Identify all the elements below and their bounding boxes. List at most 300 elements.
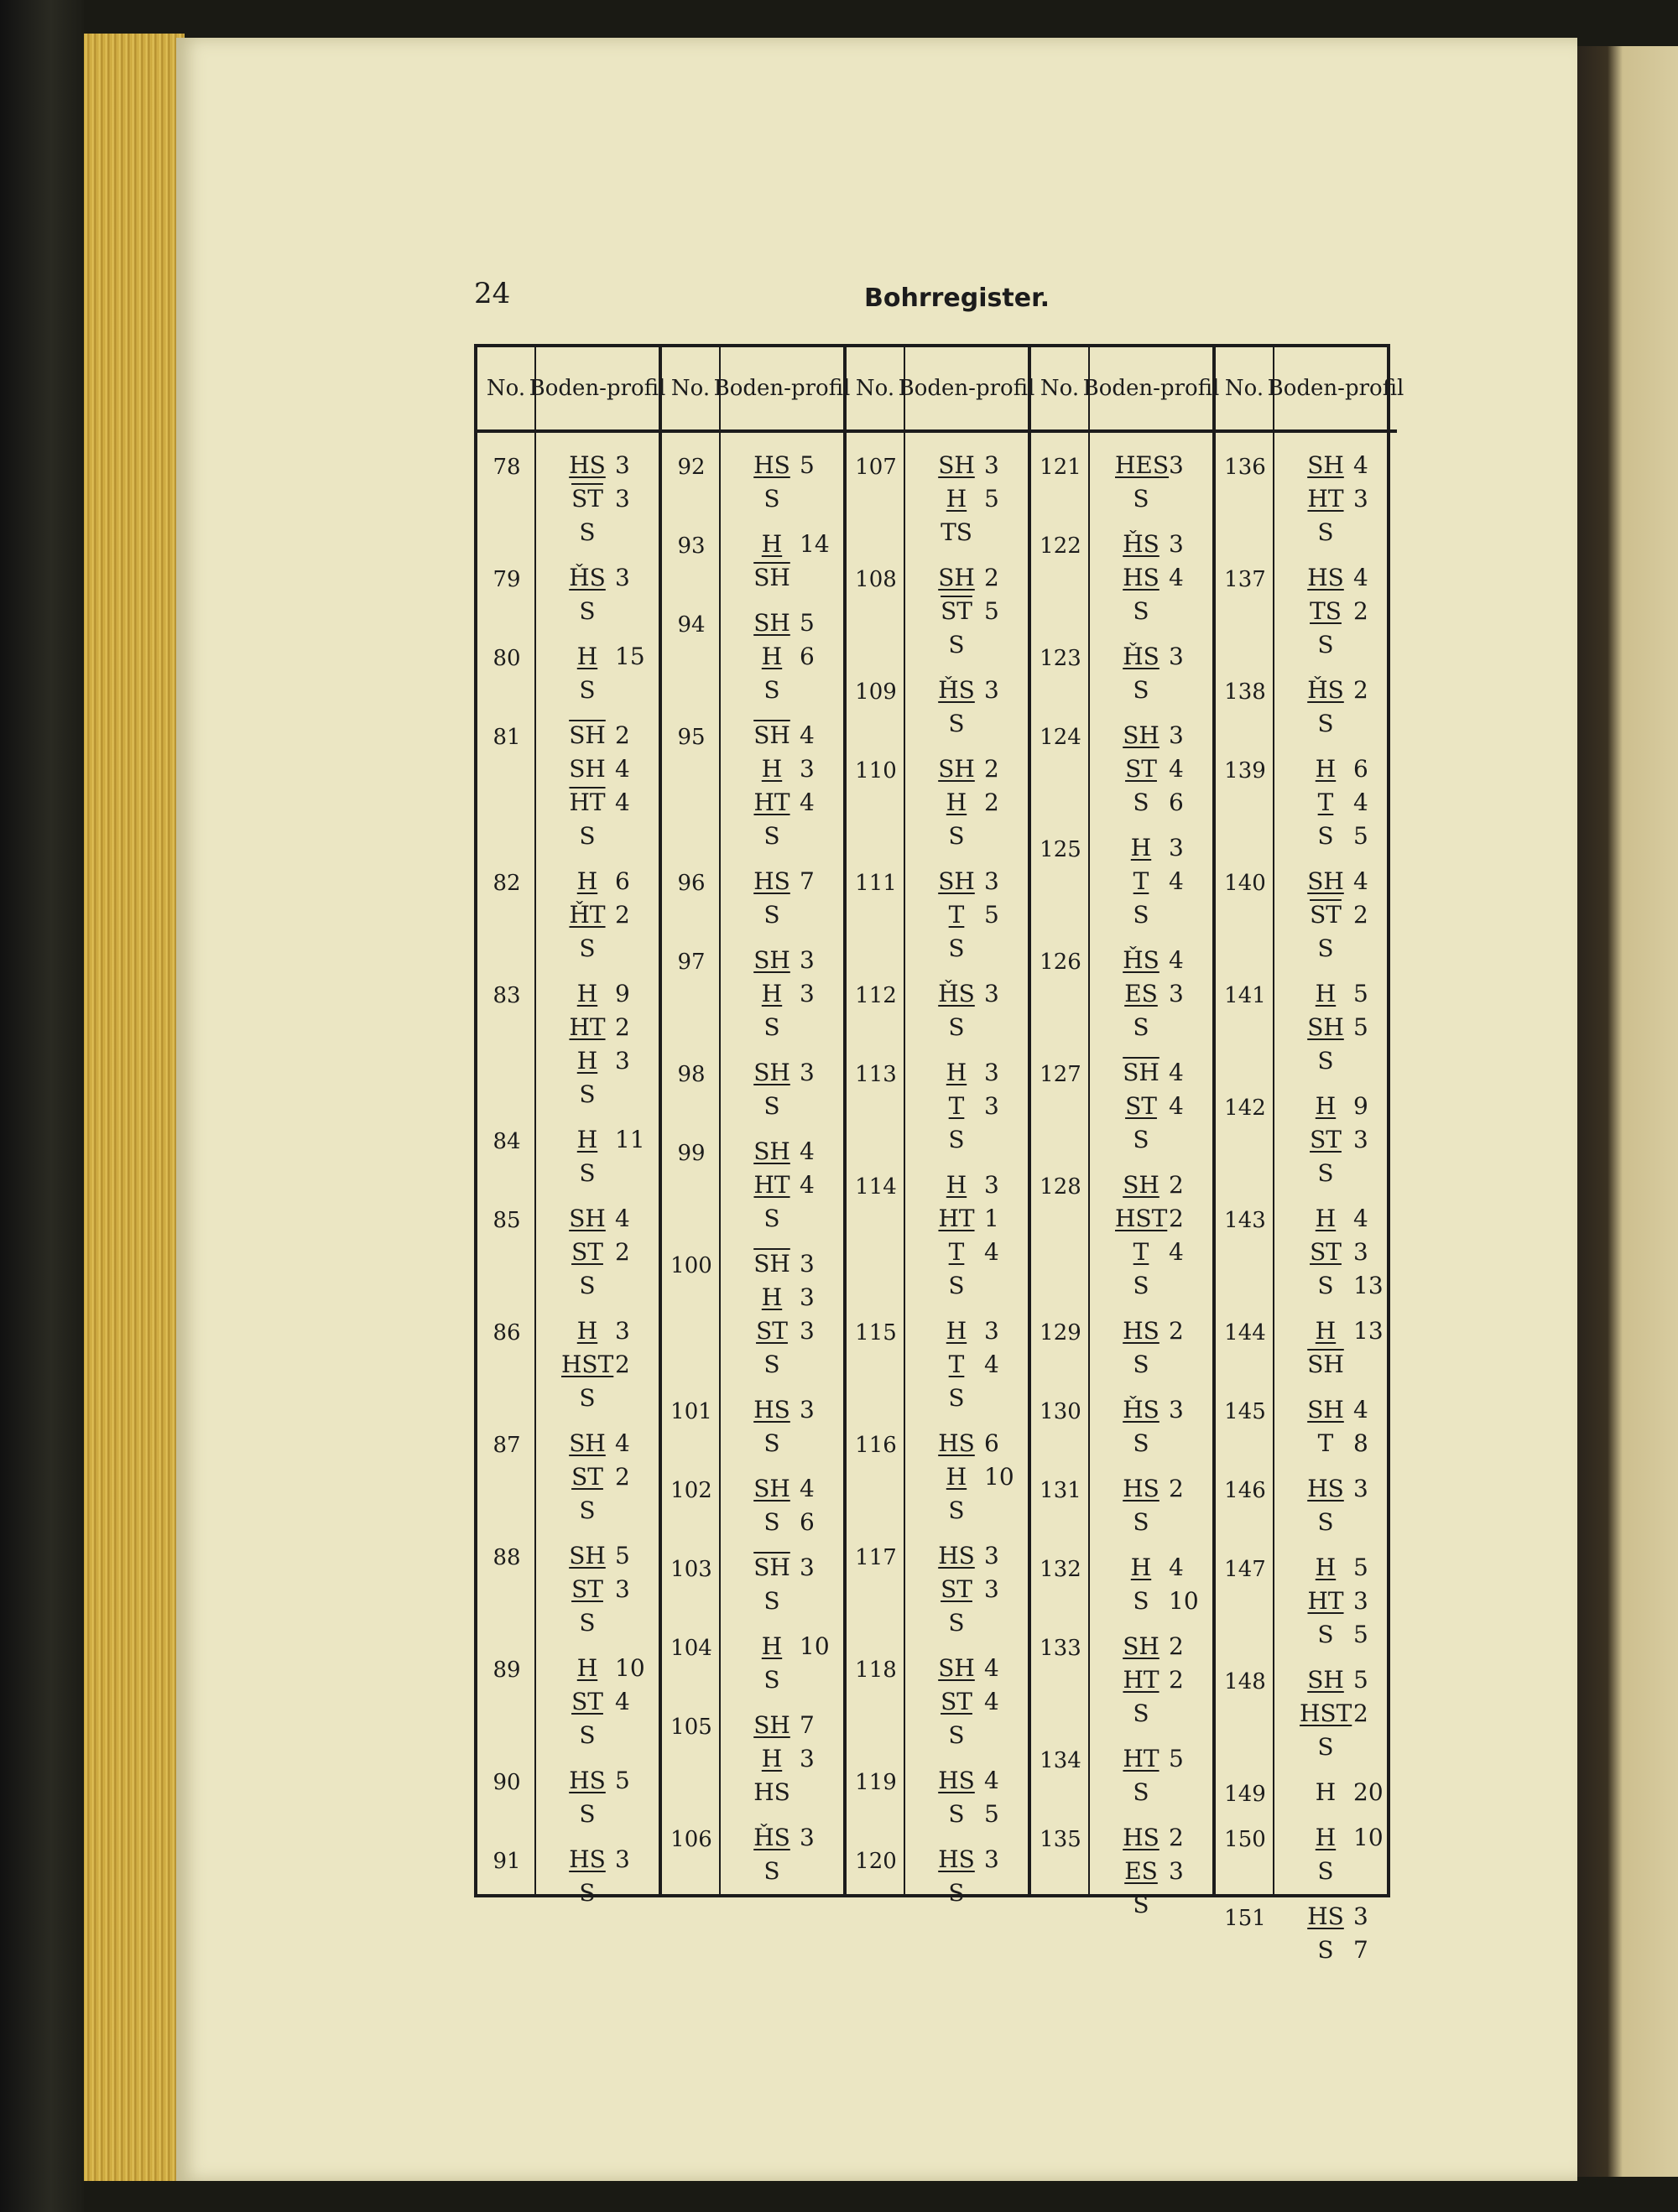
profile-line [545,901,654,934]
depth-value: 4 [1353,1205,1368,1232]
soil-code: ȞS [1123,530,1159,558]
soil-code: H [1315,1778,1337,1806]
soil-code: ES [1124,1857,1158,1885]
no-column [1216,347,1274,1931]
soil-code: HT [938,1205,975,1232]
profile-column [713,347,851,1894]
profile-line [545,643,654,676]
entry-number: 140 [1224,871,1266,896]
profile-line [545,755,654,789]
depth-value: 4 [1353,1396,1368,1423]
soil-code: $\overline{SH}$ [753,721,790,749]
entry-number: 109 [855,679,897,705]
depth-value: 3 [984,867,999,895]
depth-value: 2 [615,1351,630,1378]
soil-code: S [1133,676,1149,704]
profile-line [729,485,838,518]
profile-line [1283,1205,1392,1238]
profile-line [545,597,654,631]
profile-line [1098,1238,1207,1272]
soil-code: ȞS [938,980,975,1007]
profile-line [914,934,1023,968]
soil-code: HT [753,789,790,816]
soil-code: H [946,789,967,816]
profile-line [914,901,1023,934]
depth-value: 5 [800,609,815,637]
profile-line [729,1137,838,1171]
header-boden: Boden- [898,376,976,401]
soil-code: HS [569,451,606,479]
entry-number: 105 [670,1715,712,1740]
header-bodenprofil [1082,347,1220,433]
profile-column [898,347,1035,1907]
soil-code: T [1317,1429,1334,1457]
soil-code: HT [1123,1666,1159,1694]
entry-number: 90 [492,1770,521,1795]
depth-value: 4 [1169,1554,1184,1581]
depth-value: 6 [615,867,630,895]
soil-code: S [1133,1891,1149,1918]
profile-line [1283,1272,1392,1305]
depth-value: 20 [1353,1778,1384,1806]
entry-number: 95 [677,725,706,750]
soil-code: S [1133,789,1149,816]
soil-code: HS [753,1396,790,1423]
no-column [1031,347,1090,1894]
profile-line [914,1721,1023,1755]
header-profil: profil [606,376,666,401]
soil-code: HS [1123,1317,1159,1345]
profile-line [729,1508,838,1542]
soil-code: S [763,1351,780,1378]
depth-value: 4 [800,1475,815,1502]
profile-line [1283,755,1392,789]
soil-code: S [948,631,965,658]
depth-value: 13 [1353,1317,1384,1345]
depth-value: 2 [615,1013,630,1041]
profile-line [545,1126,654,1159]
depth-value: 5 [1353,1554,1368,1581]
depth-value: 3 [984,1575,999,1603]
profile-line [1283,789,1392,822]
soil-code: ES [1124,980,1158,1007]
profile-line [545,789,654,822]
profile-line [914,1767,1023,1800]
profile-line [729,980,838,1013]
soil-code: H [761,1283,783,1311]
soil-code: S [763,822,780,850]
profile-line [1098,834,1207,867]
profile-line [914,1496,1023,1530]
soil-code: S [579,934,596,962]
book-spine [0,0,84,2212]
depth-value: 3 [984,1059,999,1086]
profile-line [914,867,1023,901]
soil-code: S [763,1508,780,1536]
soil-code: HS [1123,1824,1159,1851]
soil-code: S [1317,934,1334,962]
header-profil: profil [1344,376,1404,401]
entry-number: 124 [1040,725,1081,750]
profile-line [1283,1554,1392,1587]
soil-code: SH [938,564,975,591]
soil-code: S [948,1496,965,1524]
profile-line [1098,789,1207,822]
soil-code: SH [753,946,790,974]
profile-line [914,1575,1023,1609]
entry-number: 151 [1224,1906,1266,1931]
entry-number: 101 [670,1399,712,1424]
soil-code: S [1317,1621,1334,1648]
profile-line [729,1396,838,1429]
profile-line [914,1688,1023,1721]
profile-line [1283,1159,1392,1193]
entry-number: 92 [677,455,706,480]
depth-value: 4 [984,1767,999,1794]
entry-number: 130 [1040,1399,1081,1424]
profile-line [545,1496,654,1530]
entry-number: 145 [1224,1399,1266,1424]
entry-number: 107 [855,455,897,480]
profile-line [545,1317,654,1351]
depth-value: 7 [800,867,815,895]
profile-line [729,1632,838,1666]
entry-number: 78 [492,455,521,480]
soil-code: S [1317,822,1334,850]
profile-line [1283,1778,1392,1812]
profile-line [914,1272,1023,1305]
profile-column [1267,347,1404,1964]
profile-line [729,1092,838,1126]
profile-line [1283,980,1392,1013]
depth-value: 4 [800,1171,815,1199]
depth-value: 5 [984,1800,999,1828]
depth-value: 3 [984,1092,999,1120]
entry-number: 122 [1040,533,1081,559]
profile-column [529,347,666,1907]
running-head: Bohrregister. [864,284,1050,313]
depth-value: 4 [1353,789,1368,816]
soil-code: ȞT [569,901,606,929]
depth-value: 5 [615,1767,630,1794]
soil-code: S [1317,1733,1334,1761]
soil-code: S [1317,518,1334,546]
profile-line [914,1171,1023,1205]
page-number: 24 [474,277,511,310]
no-column [847,347,905,1894]
soil-code: S [1133,1587,1149,1615]
depth-value: 7 [1353,1936,1368,1964]
soil-code: HS [938,1845,975,1873]
depth-value: 4 [615,1688,630,1715]
soil-code: H [1315,1205,1337,1232]
depth-value: 4 [615,1429,630,1457]
soil-code: H [761,530,783,558]
profile-line [1283,867,1392,901]
soil-code: S [1133,1351,1149,1378]
profile-line [914,1092,1023,1126]
depth-value: 4 [1169,1059,1184,1086]
no-column [662,347,721,1894]
profile-line [914,1879,1023,1913]
profile-line [545,1721,654,1755]
soil-code: H [1130,1554,1152,1581]
depth-value: 3 [800,1283,815,1311]
profile-line [729,1013,838,1047]
profile-line [1283,1238,1392,1272]
soil-code: SH [1307,1396,1344,1423]
soil-code: HS [1307,564,1344,591]
profile-line [1283,1587,1392,1621]
column-group-1 [477,347,666,1907]
profile-line [729,1666,838,1699]
soil-code: S [1133,1508,1149,1536]
soil-code: S [948,1384,965,1412]
soil-code: HT [1307,485,1344,513]
profile-line [1098,1778,1207,1812]
profile-line [1098,867,1207,901]
profile-line [545,721,654,755]
profile-line [1098,1745,1207,1778]
soil-code: H [761,1632,783,1660]
entry-number: 116 [855,1433,897,1458]
profile-line [914,1845,1023,1879]
soil-code: SH [753,1059,790,1086]
profile-line [545,1609,654,1642]
profile-line [1098,1317,1207,1351]
soil-code: SH [1307,451,1344,479]
profile-line [914,1317,1023,1351]
header-no: No. [847,347,904,433]
soil-code: H [576,1047,598,1075]
header-boden: Boden- [1267,376,1345,401]
soil-code: H [761,755,783,783]
soil-code: ST [571,1688,603,1715]
profile-line [729,1857,838,1891]
soil-code: HS [1307,1902,1344,1930]
profile-line [729,1059,838,1092]
profile-line [729,564,838,597]
soil-code: SH [753,1711,790,1739]
soil-code: S [579,597,596,625]
profile-line [545,1047,654,1080]
soil-code: HT [569,1013,606,1041]
soil-code: S [579,1272,596,1299]
depth-value: 4 [800,789,815,816]
soil-code: HT [753,1171,790,1199]
soil-code: S [579,1080,596,1108]
profile-line [1098,1351,1207,1384]
profile-line [545,564,654,597]
entry-number: 118 [855,1658,897,1683]
profile-line [545,1238,654,1272]
profile-line [914,789,1023,822]
entry-number: 120 [855,1849,897,1874]
soil-code: S [763,1092,780,1120]
profile-line [729,867,838,901]
depth-value: 2 [1353,597,1368,625]
entry-number: 136 [1224,455,1266,480]
borehole-register-table [474,344,1404,1964]
soil-code: S [1317,710,1334,737]
soil-code: S [1133,901,1149,929]
entry-number: 135 [1040,1827,1081,1852]
profile-line [1283,1475,1392,1508]
profile-line [729,901,838,934]
soil-code: H [576,1126,598,1153]
soil-code: $\overline{SH}$ [753,564,790,591]
depth-value: 3 [800,946,815,974]
depth-value: 2 [1169,1317,1184,1345]
entry-number: 104 [670,1636,712,1661]
profile-line [1283,1824,1392,1857]
soil-code: HS [569,1845,606,1873]
entry-number: 150 [1224,1827,1266,1852]
profile-line [1098,980,1207,1013]
soil-code: ȞS [1307,676,1344,704]
soil-code: S [1133,1699,1149,1727]
soil-code: H [1315,1554,1337,1581]
entry-number: 146 [1224,1478,1266,1503]
entry-number: 148 [1224,1669,1266,1694]
entry-number: 100 [670,1253,712,1278]
soil-code: S [579,822,596,850]
depth-value: 3 [1169,1396,1184,1423]
header-no: No. [662,347,719,433]
soil-code: H [1315,980,1337,1007]
soil-code: S [763,676,780,704]
depth-value: 4 [984,1351,999,1378]
soil-code: HT [1307,1587,1344,1615]
header-bodenprofil [529,347,666,433]
depth-value: 9 [1353,1092,1368,1120]
column-group-5 [1212,347,1404,1964]
soil-code: H [946,485,967,513]
depth-value: 6 [800,1508,815,1536]
profile-line [545,676,654,710]
entry-number: 143 [1224,1208,1266,1233]
depth-value: 3 [615,1317,630,1345]
profile-line [914,1654,1023,1688]
profile-line [1283,485,1392,518]
profile-line [545,934,654,968]
depth-value: 2 [984,789,999,816]
soil-code: S [579,1879,596,1907]
depth-value: 3 [984,451,999,479]
entry-number: 80 [492,646,521,671]
depth-value: 4 [1169,755,1184,783]
profile-line [1098,643,1207,676]
entry-number: 108 [855,567,897,592]
soil-code: SH [1123,1632,1159,1660]
depth-value: 10 [984,1463,1014,1491]
depth-value: 3 [984,1845,999,1873]
depth-value: 13 [1353,1272,1384,1299]
depth-value: 5 [984,485,999,513]
depth-value: 2 [615,721,630,749]
soil-code: SH [569,755,606,783]
profile-line [729,1429,838,1463]
profile-line [1098,721,1207,755]
soil-code: H [1315,1317,1337,1345]
entry-number: 94 [677,612,706,638]
soil-code: S [1317,1159,1334,1187]
soil-code: ȞS [1123,946,1159,974]
soil-code: T [1133,1238,1149,1266]
soil-code: H [576,1654,598,1682]
soil-code: $\overline{SH}$ [753,1250,790,1278]
soil-code: S [1317,1508,1334,1536]
profile-line [1098,1666,1207,1699]
depth-value: 3 [984,676,999,704]
depth-value: 5 [615,1542,630,1569]
profile-line [914,980,1023,1013]
entry-number: 126 [1040,950,1081,975]
entry-number: 87 [492,1433,521,1458]
soil-code: S [1133,485,1149,513]
profile-line [545,980,654,1013]
soil-code: S [579,1609,596,1637]
profile-line [545,518,654,552]
header-bodenprofil [898,347,1035,433]
soil-code: S [948,1013,965,1041]
profile-line [914,1463,1023,1496]
soil-code: T [948,1351,965,1378]
header-profil: profil [790,376,851,401]
entry-number: 132 [1040,1557,1081,1582]
soil-code: HST [561,1351,614,1378]
soil-code: S [579,1800,596,1828]
profile-line [1283,1621,1392,1654]
profile-line [729,946,838,980]
soil-code: S [763,901,780,929]
depth-value: 2 [1169,1666,1184,1694]
soil-code: SH [569,1542,606,1569]
soil-code: SH [569,1205,606,1232]
depth-value: 5 [984,901,999,929]
profile-line [1283,1126,1392,1159]
depth-value: 5 [800,451,815,479]
depth-value: 3 [800,755,815,783]
profile-line [729,1711,838,1745]
entry-number: 111 [855,871,897,896]
profile-line [729,1587,838,1621]
soil-code: TS [941,518,972,546]
depth-value: 3 [984,1317,999,1345]
profile-line [545,1575,654,1609]
depth-value: 5 [984,597,999,625]
depth-value: 3 [1353,1902,1368,1930]
depth-value: 8 [1353,1429,1368,1457]
soil-code: $\overline{SH}$ [1307,1351,1344,1378]
entry-number: 131 [1040,1478,1081,1503]
depth-value: 4 [1353,564,1368,591]
entry-number: 149 [1224,1782,1266,1807]
profile-line [1283,1699,1392,1733]
soil-code: SH [753,609,790,637]
page-edges [84,34,185,2181]
profile-line [545,822,654,856]
profile-line [545,1845,654,1879]
profile-line [1283,934,1392,968]
depth-value: 4 [1353,867,1368,895]
depth-value: 3 [984,980,999,1007]
depth-value: 2 [1169,1171,1184,1199]
depth-value: 1 [984,1205,999,1232]
depth-value: 6 [984,1429,999,1457]
depth-value: 4 [615,1205,630,1232]
profile-line [729,643,838,676]
